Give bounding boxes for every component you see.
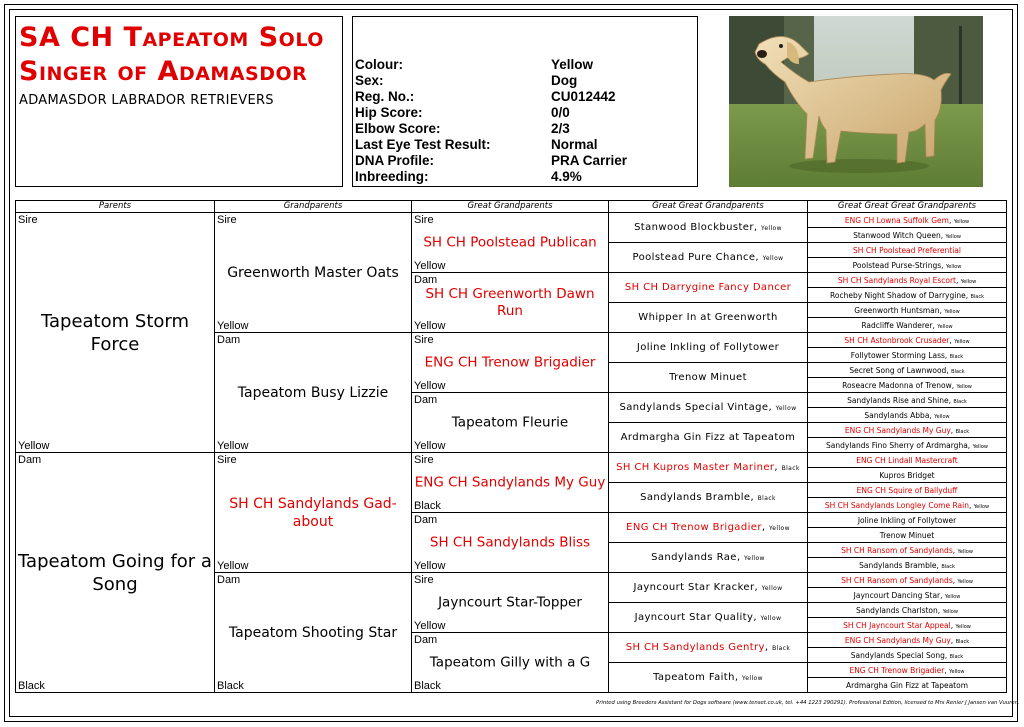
pedigree-dog-name: Sandylands Special Vintage, Yellow	[619, 402, 797, 413]
title-box	[15, 16, 343, 187]
pedigree-cell-ggg-grandparent	[808, 303, 1007, 318]
dog-name: Stanwood Witch Queen	[853, 230, 941, 240]
pedigree-role: Sire	[414, 454, 434, 466]
pedigree-colour: Yellow	[414, 260, 446, 272]
pedigree-cell-great-grandparent	[412, 333, 609, 393]
dog-name: SH CH Sandylands Longley Come Rain	[824, 500, 969, 510]
pedigree-row	[16, 453, 1007, 468]
pedigree-colour: Black	[414, 680, 441, 692]
pedigree-dog-name: Follytower Storming Lass, Black	[850, 350, 964, 360]
pedigree-cell-ggg-grandparent	[808, 618, 1007, 633]
pedigree-dog-name	[808, 456, 1006, 465]
pedigree-cell-inner	[412, 333, 608, 392]
pedigree-colour: Yellow	[217, 440, 249, 452]
dog-colour: Yellow	[954, 338, 970, 345]
pedigree-header-row	[16, 201, 1007, 213]
pedigree-cell-ggg-grandparent	[808, 483, 1007, 498]
info-value: Dog	[551, 73, 578, 88]
info-value: 0/0	[551, 105, 570, 120]
pedigree-role: Sire	[414, 334, 434, 346]
dog-name: Secret Song of Lawnwood	[849, 365, 947, 375]
pedigree-cell-gg-grandparent	[609, 453, 808, 483]
dog-colour: Black	[955, 638, 970, 645]
pedigree-dog-name: SH CH Sandylands Gentry, Black	[625, 642, 791, 653]
pedigree-dog-name: Tapeatom Busy Lizzie	[237, 384, 389, 401]
dog-name: SH CH Ransom of Sandylands	[841, 545, 953, 555]
pedigree-dog-name: Jayncourt Star Kracker, Yellow	[633, 582, 783, 593]
dog-name: Whipper In at Greenworth	[638, 312, 778, 323]
pedigree-dog-name: Poolstead Purse-Strings, Yellow	[852, 260, 962, 270]
dog-colour: Yellow	[942, 608, 958, 615]
pedigree-cell-gg-grandparent	[609, 363, 808, 393]
pedigree-cell-inner	[215, 453, 411, 572]
dog-name: Sandylands Bramble	[859, 560, 937, 570]
dog-name: ENG CH Squire of Ballyduff	[856, 485, 958, 495]
col-header-great-grandparents: Great Grandparents	[412, 201, 609, 213]
pedigree-colour: Yellow	[217, 560, 249, 572]
pedigree-dog-name: ENG CH Trenow Brigadier	[424, 354, 596, 370]
pedigree-cell-inner	[16, 453, 214, 692]
col-header-ggg-grandparents: Great Great Great Grandparents	[808, 201, 1007, 213]
dog-colour: Yellow	[743, 555, 765, 562]
pedigree-dog-name	[609, 282, 807, 293]
info-label: Reg. No.:	[355, 89, 415, 104]
pedigree-colour: Yellow	[414, 440, 446, 452]
pedigree-cell-gg-grandparent	[609, 603, 808, 633]
dog-name: ENG CH Trenow Brigadier	[849, 665, 945, 675]
pedigree-cell-ggg-grandparent	[808, 648, 1007, 663]
pedigree-cell-ggg-grandparent	[808, 213, 1007, 228]
pedigree-dog-name: Tapeatom Going for a Song	[18, 550, 212, 595]
dog-colour: Yellow	[742, 675, 763, 682]
dog-colour: Black	[941, 563, 955, 570]
dog-colour: Yellow	[944, 593, 961, 600]
pedigree-cell-inner	[412, 513, 608, 572]
pedigree-row	[16, 213, 1007, 228]
dog-colour: Black	[951, 368, 965, 375]
pedigree-colour: Black	[217, 680, 244, 692]
dog-colour: Yellow	[761, 225, 782, 232]
pedigree-dog-name: Tapeatom Gilly with a G	[429, 654, 591, 670]
pedigree-dog-name: ENG CH Sandylands My Guy	[414, 474, 606, 490]
dog-colour: Yellow	[972, 443, 988, 450]
dog-colour: Yellow	[762, 255, 784, 262]
dog-colour: Black	[970, 293, 985, 300]
dog-name: SH CH Sandylands Gentry	[625, 642, 765, 653]
pedigree-cell-gg-grandparent	[609, 273, 808, 303]
info-value: Normal	[551, 137, 598, 152]
pedigree-cell-great-grandparent	[412, 393, 609, 453]
pedigree-cell-gg-grandparent	[609, 243, 808, 273]
dog-name: Greenworth Huntsman	[854, 305, 940, 315]
kennel-name: ADAMASDOR LABRADOR RETRIEVERS	[19, 93, 274, 108]
pedigree-dog-name: SH CH Poolstead Publican	[423, 234, 597, 250]
pedigree-role: Dam	[414, 274, 438, 286]
dog-name: Stanwood Blockbuster	[634, 222, 754, 233]
footer-note: Printed using Breeders Assistant for Dogs software (www.tenset.co.uk, tel. +44 1223 290291). Professional Edition, licensed to Mrs Renier J Jansen van Vuuren.	[596, 700, 1020, 706]
dog-colour: Yellow	[955, 623, 971, 630]
dog-colour: Black	[955, 428, 970, 435]
pedigree-dog-name: SH CH Sandylands Gad-about	[229, 495, 397, 530]
pedigree-dog-name: Greenworth Master Oats	[227, 264, 399, 281]
info-label: Inbreeding:	[355, 169, 429, 184]
pedigree-dog-name: Radcliffe Wanderer, Yellow	[861, 320, 953, 330]
pedigree-cell-ggg-grandparent	[808, 378, 1007, 393]
dog-title: SA CH Tapeatom Solo Singer of Adamasdor	[19, 22, 324, 87]
pedigree-dog-name: Roseacre Madonna of Trenow, Yellow	[842, 380, 972, 390]
dog-name: Follytower Storming Lass	[850, 350, 945, 360]
pedigree-dog-name: SH CH Jayncourt Star Appeal, Yellow	[843, 620, 971, 630]
pedigree-cell-ggg-grandparent	[808, 678, 1007, 693]
pedigree-dog-name: Poolstead Pure Chance, Yellow	[632, 252, 784, 263]
dog-colour: Yellow	[953, 218, 970, 225]
dog-name: Radcliffe Wanderer	[861, 320, 933, 330]
pedigree-cell-inner	[412, 453, 608, 512]
pedigree-cell-ggg-grandparent	[808, 318, 1007, 333]
pedigree-dog-name	[808, 486, 1006, 495]
dog-name: Sandylands Rae	[651, 552, 737, 563]
pedigree-dog-name	[808, 681, 1006, 690]
pedigree-cell-ggg-grandparent	[808, 543, 1007, 558]
pedigree-cell-inner	[16, 213, 214, 452]
pedigree-cell-grandparent	[215, 333, 412, 453]
pedigree-role: Sire	[414, 214, 434, 226]
pedigree-cell-ggg-grandparent	[808, 663, 1007, 678]
dog-name: ENG CH Lowna Suffolk Gem	[844, 215, 949, 225]
pedigree-dog-name: SH CH Sandylands Bliss	[429, 534, 591, 550]
dog-colour: Yellow	[944, 308, 960, 315]
dog-name: ENG CH Lindall Mastercraft	[856, 455, 958, 465]
pedigree-cell-ggg-grandparent	[808, 438, 1007, 453]
pedigree-colour: Black	[414, 500, 441, 512]
dog-colour: Yellow	[973, 503, 990, 510]
pedigree-dog-name: Sandylands Rise and Shine, Black	[847, 395, 967, 405]
dog-colour: Yellow	[957, 548, 973, 555]
pedigree-dog-name	[609, 342, 807, 353]
pedigree-dog-name: Tapeatom Faith, Yellow	[653, 672, 763, 683]
pedigree-cell-ggg-grandparent	[808, 558, 1007, 573]
dog-name: Jayncourt Dancing Star	[853, 590, 941, 600]
info-label: Colour:	[355, 57, 403, 72]
dog-colour: Yellow	[945, 233, 961, 240]
dog-name: Jayncourt Star Quality	[634, 612, 754, 623]
dog-name: Sandylands Bramble	[640, 492, 751, 503]
pedigree-dog-name: Sandylands Charlston, Yellow	[856, 605, 958, 615]
pedigree-colour: Yellow	[414, 320, 446, 332]
pedigree-dog-name: Secret Song of Lawnwood, Black	[849, 365, 965, 375]
pedigree-cell-gg-grandparent	[609, 663, 808, 693]
pedigree-colour: Yellow	[414, 560, 446, 572]
pedigree-dog-name: ENG CH Sandylands My Guy, Black	[844, 425, 970, 435]
pedigree-dog-name	[808, 531, 1006, 540]
pedigree-dog-name	[808, 516, 1006, 525]
pedigree-cell-ggg-grandparent	[808, 588, 1007, 603]
pedigree-dog-name: Tapeatom Shooting Star	[228, 624, 398, 641]
info-value: Yellow	[551, 57, 594, 72]
dog-colour: Black	[949, 653, 964, 660]
pedigree-cell-inner	[412, 273, 608, 332]
pedigree-cell-ggg-grandparent	[808, 228, 1007, 243]
dog-name: Trenow Minuet	[669, 372, 747, 383]
pedigree-dog-name: SH CH Sandylands Longley Come Rain, Yellow	[824, 500, 990, 510]
dog-name: Ardmargha Gin Fizz at Tapeatom	[846, 680, 968, 690]
info-label: Elbow Score:	[355, 121, 441, 136]
dog-colour: Black	[757, 495, 776, 502]
pedigree-dog-name	[609, 432, 807, 443]
dog-name: Roseacre Madonna of Trenow	[842, 380, 952, 390]
dog-name: SH CH Poolstead Preferential	[853, 245, 961, 255]
pedigree-cell-ggg-grandparent	[808, 258, 1007, 273]
pedigree-cell-gg-grandparent	[609, 513, 808, 543]
dog-name: Trenow Minuet	[879, 530, 935, 540]
dog-name: Tapeatom Faith	[653, 672, 735, 683]
dog-name: Sandylands Fino Sherry of Ardmargha	[826, 440, 968, 450]
dog-colour: Yellow	[775, 405, 797, 412]
col-header-gg-grandparents: Great Great Grandparents	[609, 201, 808, 213]
dog-colour: Black	[953, 398, 967, 405]
pedigree-cell-inner	[412, 213, 608, 272]
dog-name: SH CH Ransom of Sandylands	[841, 575, 953, 585]
pedigree-cell-ggg-grandparent	[808, 528, 1007, 543]
pedigree-role: Dam	[414, 394, 438, 406]
pedigree-role: Dam	[217, 334, 241, 346]
pedigree-cell-ggg-grandparent	[808, 453, 1007, 468]
pedigree-colour: Yellow	[414, 620, 446, 632]
pedigree-cell-gg-grandparent	[609, 633, 808, 663]
pedigree-cell-great-grandparent	[412, 273, 609, 333]
pedigree-cell-inner	[215, 573, 411, 692]
pedigree-dog-name	[808, 471, 1006, 480]
dog-name: Sandylands Charlston	[856, 605, 938, 615]
info-label: Sex:	[355, 73, 384, 88]
pedigree-role: Dam	[414, 514, 438, 526]
pedigree-dog-name: SH CH Greenworth Dawn Run	[425, 285, 595, 319]
pedigree-cell-ggg-grandparent	[808, 243, 1007, 258]
pedigree-dog-name: Tapeatom Storm Force	[40, 310, 190, 355]
dog-colour: Yellow	[945, 263, 962, 270]
pedigree-cell-gg-grandparent	[609, 423, 808, 453]
dog-colour: Yellow	[760, 615, 782, 622]
dog-name: Poolstead Purse-Strings	[852, 260, 942, 270]
pedigree-dog-name: Stanwood Witch Queen, Yellow	[853, 230, 961, 240]
pedigree-cell-grandparent	[215, 573, 412, 693]
dog-colour: Black	[949, 353, 964, 360]
pedigree-dog-name: Rocheby Night Shadow of Darrygine, Black	[829, 290, 985, 300]
pedigree-role: Dam	[217, 574, 241, 586]
pedigree-dog-name: Sandylands Rae, Yellow	[651, 552, 765, 563]
pedigree-dog-name: SH CH Ransom of Sandylands, Yellow	[841, 575, 973, 585]
pedigree-dog-name: Jayncourt Star Quality, Yellow	[634, 612, 782, 623]
dog-colour: Yellow	[769, 525, 790, 532]
col-header-parents: Parents	[16, 201, 215, 213]
pedigree-dog-name: Jayncourt Star-Topper	[438, 594, 582, 610]
dog-name: Ardmargha Gin Fizz at Tapeatom	[620, 432, 796, 443]
pedigree-cell-parent	[16, 453, 215, 693]
info-value: PRA Carrier	[551, 153, 628, 168]
pedigree-colour: Black	[18, 680, 45, 692]
pedigree-dog-name: Sandylands Bramble, Black	[640, 492, 776, 503]
dog-colour: Yellow	[949, 668, 965, 675]
dog-colour: Yellow	[956, 383, 972, 390]
info-label: Hip Score:	[355, 105, 423, 120]
pedigree-dog-name: ENG CH Trenow Brigadier, Yellow	[849, 665, 965, 675]
pedigree-cell-grandparent	[215, 453, 412, 573]
pedigree-dog-name: Sandylands Special Song, Black	[850, 650, 964, 660]
dog-name: ENG CH Trenow Brigadier	[626, 522, 762, 533]
pedigree-cell-gg-grandparent	[609, 483, 808, 513]
dog-colour: Yellow	[957, 578, 973, 585]
info-value: CU012442	[551, 89, 616, 104]
pedigree-role: Sire	[414, 574, 434, 586]
pedigree-role: Dam	[18, 454, 42, 466]
dog-name: SH CH Astonbrook Crusader	[844, 335, 950, 345]
pedigree-cell-ggg-grandparent	[808, 423, 1007, 438]
pedigree-cell-ggg-grandparent	[808, 498, 1007, 513]
dog-name: Jayncourt Star Kracker	[633, 582, 755, 593]
pedigree-cell-ggg-grandparent	[808, 363, 1007, 378]
dog-name: ENG CH Sandylands My Guy	[844, 425, 951, 435]
dog-name: Poolstead Pure Chance	[632, 252, 756, 263]
dog-name: Kupros Bridget	[879, 470, 935, 480]
pedigree-cell-inner	[412, 393, 608, 452]
pedigree-cell-gg-grandparent	[609, 303, 808, 333]
pedigree-cell-parent	[16, 213, 215, 453]
pedigree-cell-inner	[412, 633, 608, 692]
info-label: Last Eye Test Result:	[355, 137, 491, 152]
pedigree-colour: Yellow	[414, 380, 446, 392]
dog-colour: Yellow	[934, 413, 950, 420]
pedigree-dog-name: Sandylands Fino Sherry of Ardmargha, Yellow	[826, 440, 988, 450]
pedigree-dog-name	[609, 372, 807, 383]
pedigree-cell-ggg-grandparent	[808, 468, 1007, 483]
pedigree-dog-name: ENG CH Sandylands My Guy, Black	[844, 635, 970, 645]
pedigree-role: Sire	[217, 214, 237, 226]
pedigree-role: Sire	[217, 454, 237, 466]
dog-name: SH CH Darrygine Fancy Dancer	[624, 282, 792, 293]
dog-name: ENG CH Sandylands My Guy	[844, 635, 951, 645]
pedigree-dog-name: Sandylands Abba, Yellow	[864, 410, 950, 420]
pedigree-cell-ggg-grandparent	[808, 573, 1007, 588]
pedigree-table	[15, 200, 1007, 693]
dog-name: Rocheby Night Shadow of Darrygine	[829, 290, 966, 300]
dog-colour: Yellow	[761, 585, 783, 592]
pedigree-cell-ggg-grandparent	[808, 513, 1007, 528]
dog-name: Sandylands Rise and Shine	[847, 395, 949, 405]
pedigree-cell-inner	[215, 213, 411, 332]
pedigree-cell-ggg-grandparent	[808, 408, 1007, 423]
pedigree-dog-name: Stanwood Blockbuster, Yellow	[634, 222, 782, 233]
pedigree-colour: Yellow	[217, 320, 249, 332]
pedigree-dog-name	[609, 312, 807, 323]
pedigree-cell-ggg-grandparent	[808, 333, 1007, 348]
pedigree-cell-gg-grandparent	[609, 213, 808, 243]
dog-name: Sandylands Special Song	[850, 650, 945, 660]
pedigree-cell-great-grandparent	[412, 213, 609, 273]
dog-colour: Black	[781, 465, 800, 472]
pedigree-dog-name: SH CH Kupros Master Mariner, Black	[616, 462, 800, 473]
pedigree-cell-ggg-grandparent	[808, 603, 1007, 618]
pedigree-dog-name: SH CH Ransom of Sandylands, Yellow	[841, 545, 973, 555]
pedigree-cell-ggg-grandparent	[808, 633, 1007, 648]
pedigree-role: Dam	[414, 634, 438, 646]
pedigree-cell-inner	[215, 333, 411, 452]
pedigree-cell-ggg-grandparent	[808, 288, 1007, 303]
pedigree-dog-name: ENG CH Trenow Brigadier, Yellow	[626, 522, 790, 533]
dog-colour: Black	[772, 645, 791, 652]
pedigree-role: Sire	[18, 214, 38, 226]
info-value: 4.9%	[551, 169, 582, 184]
dog-name: SH CH Sandylands Royal Escort	[837, 275, 956, 285]
dog-name: Joline Inkling of Follytower	[857, 515, 957, 525]
pedigree-cell-great-grandparent	[412, 513, 609, 573]
pedigree-cell-ggg-grandparent	[808, 273, 1007, 288]
pedigree-cell-inner	[412, 573, 608, 632]
pedigree-dog-name: ENG CH Lowna Suffolk Gem, Yellow	[844, 215, 970, 225]
pedigree-dog-name: Greenworth Huntsman, Yellow	[854, 305, 960, 315]
pedigree-cell-gg-grandparent	[609, 543, 808, 573]
dog-name: Sandylands Abba	[864, 410, 930, 420]
pedigree-dog-name: SH CH Astonbrook Crusader, Yellow	[844, 335, 970, 345]
pedigree-dog-name: Tapeatom Fleurie	[451, 414, 569, 430]
info-value: 2/3	[551, 121, 570, 136]
dog-name: Joline Inkling of Follytower	[636, 342, 780, 353]
dog-colour: Yellow	[937, 323, 953, 330]
pedigree-cell-gg-grandparent	[609, 333, 808, 363]
pedigree-cell-ggg-grandparent	[808, 393, 1007, 408]
dog-name: SH CH Jayncourt Star Appeal	[843, 620, 951, 630]
dog-photo	[729, 16, 983, 187]
dog-name: SH CH Kupros Master Mariner	[616, 462, 775, 473]
pedigree-cell-grandparent	[215, 213, 412, 333]
pedigree-dog-name: SH CH Sandylands Royal Escort, Yellow	[837, 275, 977, 285]
pedigree-dog-name: Sandylands Bramble, Black	[859, 560, 955, 570]
info-box	[352, 16, 698, 187]
pedigree-cell-gg-grandparent	[609, 393, 808, 423]
pedigree-cell-ggg-grandparent	[808, 348, 1007, 363]
dog-photo-image	[729, 16, 983, 187]
pedigree-cell-great-grandparent	[412, 453, 609, 513]
info-label: DNA Profile:	[355, 153, 435, 168]
dog-name: Sandylands Special Vintage	[619, 402, 769, 413]
pedigree-dog-name	[808, 246, 1006, 255]
pedigree-colour: Yellow	[18, 440, 50, 452]
col-header-grandparents: Grandparents	[215, 201, 412, 213]
pedigree-cell-great-grandparent	[412, 573, 609, 633]
pedigree-cell-gg-grandparent	[609, 573, 808, 603]
dog-colour: Yellow	[960, 278, 977, 285]
pedigree-dog-name: Jayncourt Dancing Star, Yellow	[853, 590, 961, 600]
pedigree-cell-great-grandparent	[412, 633, 609, 693]
